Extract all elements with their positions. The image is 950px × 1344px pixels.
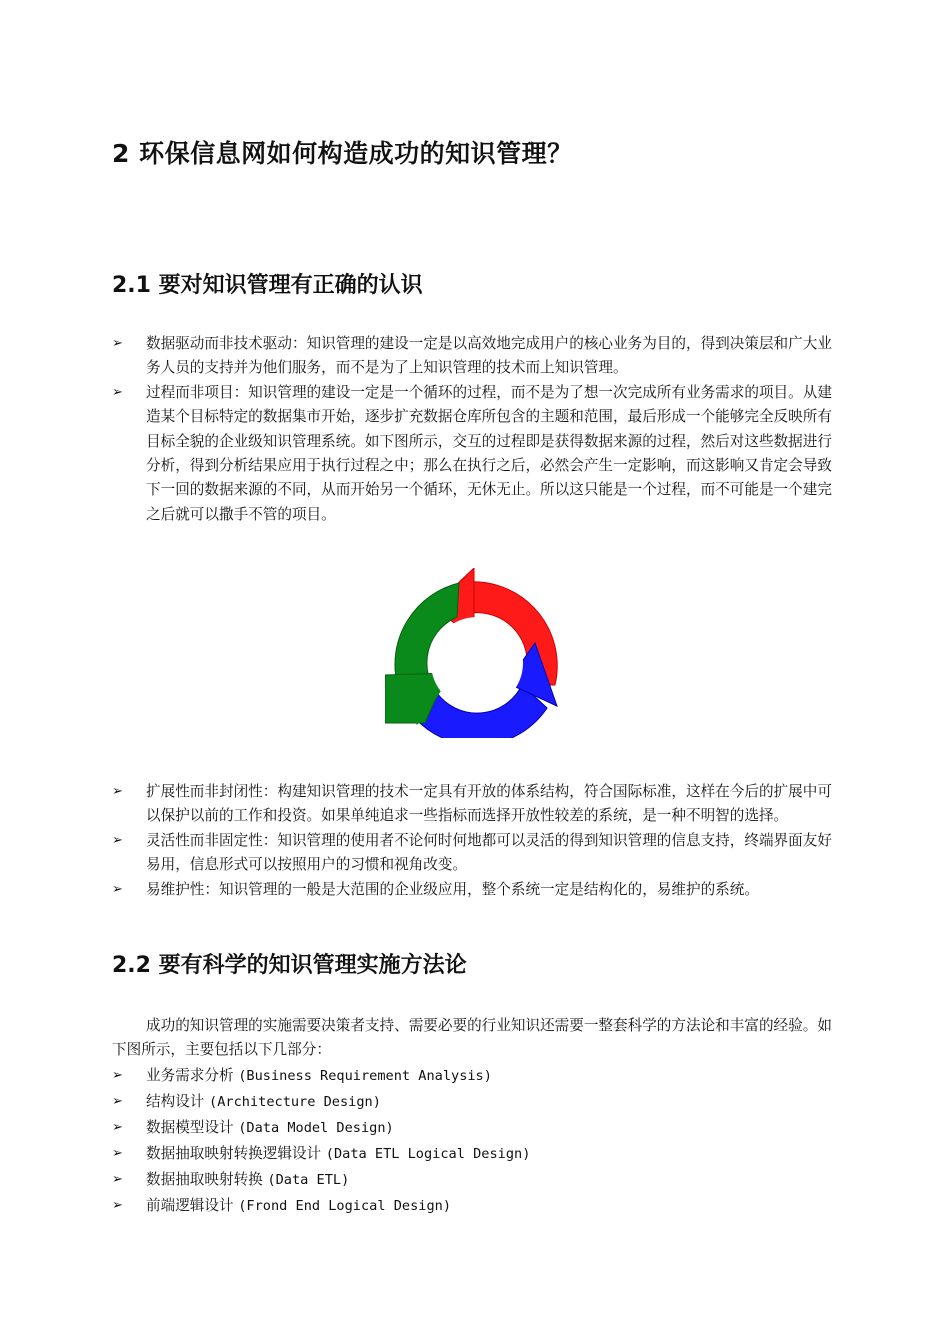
list-item-en: (Business Requirement Analysis) xyxy=(238,1068,492,1084)
list-item-en: (Frond End Logical Design) xyxy=(238,1198,452,1214)
list-item-zh: 数据抽取映射转换 xyxy=(146,1171,263,1188)
section-heading-2-1: 2.1 要对知识管理有正确的认识 xyxy=(112,273,423,298)
principles-list-continued xyxy=(112,780,844,902)
list-item-zh: 结构设计 xyxy=(146,1093,205,1110)
arrow-bullet-icon: ➢ xyxy=(112,1198,123,1213)
list-item-text: 灵活性而非固定性：知识管理的使用者不论何时何地都可以灵活的得到知识管理的信息支持，终端界面友好易用，信息形式可以按照用户的习惯和视角改变。 xyxy=(146,831,832,874)
principles-list xyxy=(112,332,844,527)
list-item-text: 数据驱动而非技术驱动：知识管理的建设一定是以高效地完成用户的核心业务为目的，得到决策层和广大业务人员的支持并为他们服务，而不是为了上知识管理的技术而上知识管理。 xyxy=(146,335,832,377)
list-item-en: (Data ETL Logical Design) xyxy=(325,1146,531,1162)
arrow-bullet-icon: ➢ xyxy=(112,1146,123,1161)
list-item xyxy=(112,332,844,381)
arrow-bullet-icon: ➢ xyxy=(112,1068,123,1083)
list-item-zh: 数据模型设计 xyxy=(146,1119,234,1136)
list-item-text: 过程而非项目：知识管理的建设一定是一个循环的过程，而不是为了想一次完成所有业务需求的项目。从建造某个目标特定的数据集市开始，逐步扩充数据仓库所包含的主题和范围，最后形成一个能够完全反映所有目标全貌的企业级知识管理系统。如下图所示，交互的过程即是获得数据来源的过程，然后对这些数据进行分析，得到分析结果应用于执行过程之中；那么在执行之后，必然会产生一定影响，而这影响又肯定会导致下一回的数据来源的不同，从而开始另一个循环，无休无止。所以这只能是一个过程，而不可能是一个建完之后就可以撒手不管的项目。 xyxy=(146,383,832,523)
list-item xyxy=(112,878,844,902)
list-item-zh: 数据抽取映射转换逻辑设计 xyxy=(146,1145,322,1162)
list-item xyxy=(112,1141,844,1167)
list-item-zh: 业务需求分析 xyxy=(146,1067,234,1084)
arrow-bullet-icon: ➢ xyxy=(112,336,123,351)
section-heading-2-2: 2.2 要有科学的知识管理实施方法论 xyxy=(112,953,467,978)
list-item xyxy=(112,1115,844,1141)
main-heading: 2 环保信息网如何构造成功的知识管理？ xyxy=(112,139,573,168)
arrow-bullet-icon: ➢ xyxy=(112,1120,123,1135)
list-item xyxy=(112,1063,844,1089)
list-item-text: 易维护性：知识管理的一般是大范围的企业级应用，整个系统一定是结构化的，易维护的系统。 xyxy=(146,880,759,898)
arrow-bullet-icon: ➢ xyxy=(112,1094,123,1109)
list-item xyxy=(112,1193,844,1219)
methodology-list xyxy=(112,1063,844,1219)
cycle-arrows-icon xyxy=(385,568,570,738)
list-item xyxy=(112,1089,844,1115)
list-item xyxy=(112,1167,844,1193)
list-item xyxy=(112,829,844,878)
arrow-bullet-icon: ➢ xyxy=(112,832,123,848)
arrow-bullet-icon: ➢ xyxy=(112,784,123,799)
list-item xyxy=(112,780,844,829)
arrow-bullet-icon: ➢ xyxy=(112,881,123,897)
cycle-center xyxy=(431,617,523,709)
list-item-en: (Data ETL) xyxy=(267,1172,350,1188)
methodology-intro: 成功的知识管理的实施需要决策者支持、需要必要的行业知识还需要一整套科学的方法论和丰富的经验。如下图所示，主要包括以下几部分： xyxy=(112,1017,832,1059)
arrow-bullet-icon: ➢ xyxy=(112,1172,123,1187)
list-item-en: (Architecture Design) xyxy=(209,1094,381,1110)
arrow-bullet-icon: ➢ xyxy=(112,384,123,400)
list-item-zh: 前端逻辑设计 xyxy=(146,1197,234,1214)
list-item-text: 扩展性而非封闭性：构建知识管理的技术一定具有开放的体系结构，符合国际标准，这样在今后的扩展中可以保护以前的工作和投资。如果单纯追求一些指标而选择开放性较差的系统，是一种不明智的选择。 xyxy=(146,783,832,825)
list-item xyxy=(112,381,844,527)
list-item-en: (Data Model Design) xyxy=(238,1120,394,1136)
